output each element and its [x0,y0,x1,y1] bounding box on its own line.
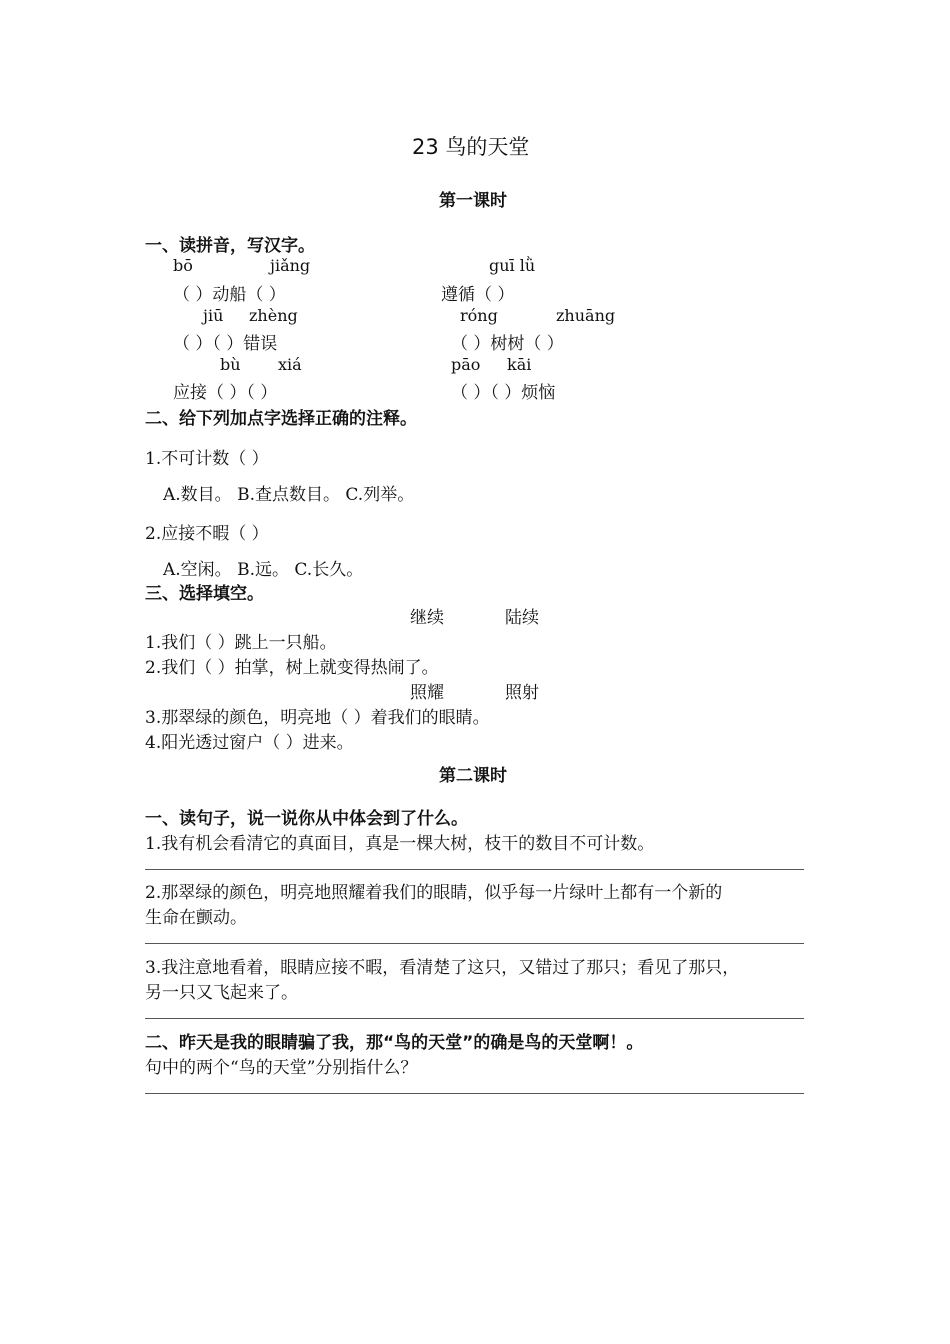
pinyin: guī lǜ [489,256,536,275]
pinyin: jiū [203,306,224,325]
sentence: 2.那翠绿的颜色，明亮地照耀着我们的眼睛，似乎每一片绿叶上都有一个新的 [145,883,723,903]
options: A.数目。 B.查点数目。 C.列举。 [163,485,415,505]
pinyin: zhuāng [556,306,616,325]
lesson2-part1-heading: 一、读句子，说一说你从中体会到了什么。 [145,809,468,829]
pinyin: róng [460,306,498,325]
sentence: 3.我注意地看着，眼睛应接不暇，看清楚了这只，又错过了那只；看见了那只， [145,958,740,978]
fill-blank: （ ）（ ）烦恼 [451,383,556,403]
word-option: 继续 [410,608,444,628]
lesson1-heading: 第一课时 [439,191,507,211]
sentence: 4.阳光透过窗户（ ）进来。 [145,733,354,753]
sentence: 2.我们（ ）拍掌，树上就变得热闹了。 [145,658,439,678]
sentence: 3.那翠绿的颜色，明亮地（ ）着我们的眼睛。 [145,708,490,728]
fill-blank: （ ）（ ）错误 [173,334,278,354]
sentence: 1.我有机会看清它的真面目，真是一棵大树，枝干的数目不可计数。 [145,834,655,854]
lesson2-part2-heading: 二、昨天是我的眼睛骗了我，那“鸟的天堂”的确是鸟的天堂啊！。 [145,1033,644,1053]
sentence: 另一只又飞起来了。 [145,983,298,1003]
answer-line [145,943,804,944]
pinyin: xiá [278,355,302,374]
pinyin: zhèng [249,306,298,325]
answer-line [145,869,804,870]
pinyin: jiǎng [270,256,311,275]
pinyin: bù [220,355,241,374]
fill-blank: 应接（ ）（ ） [173,383,278,403]
word-option: 照耀 [410,683,444,703]
page-title: 23 鸟的天堂 [412,135,530,159]
word-option: 照射 [505,683,539,703]
part1-heading: 一、读拼音，写汉字。 [145,236,315,256]
sentence: 1.我们（ ）跳上一只船。 [145,633,337,653]
pinyin: bō [173,256,193,275]
lesson2-heading: 第二课时 [439,766,507,786]
pinyin: kāi [507,355,532,374]
options: A.空闲。 B.远。 C.长久。 [163,560,364,580]
answer-line [145,1018,804,1019]
pinyin: pāo [451,355,481,374]
part3-heading: 三、选择填空。 [145,584,264,604]
sentence: 生命在颤动。 [145,908,247,928]
word-option: 陆续 [505,608,539,628]
question: 句中的两个“鸟的天堂”分别指什么？ [145,1058,418,1078]
fill-blank: 遵循（ ） [441,285,515,305]
part2-heading: 二、给下列加点字选择正确的注释。 [145,409,417,429]
question: 2.应接不暇（ ） [145,524,269,544]
fill-blank: （ ）动船（ ） [173,285,286,305]
question: 1.不可计数（ ） [145,449,269,469]
answer-line [145,1093,804,1094]
fill-blank: （ ）树树（ ） [451,334,564,354]
